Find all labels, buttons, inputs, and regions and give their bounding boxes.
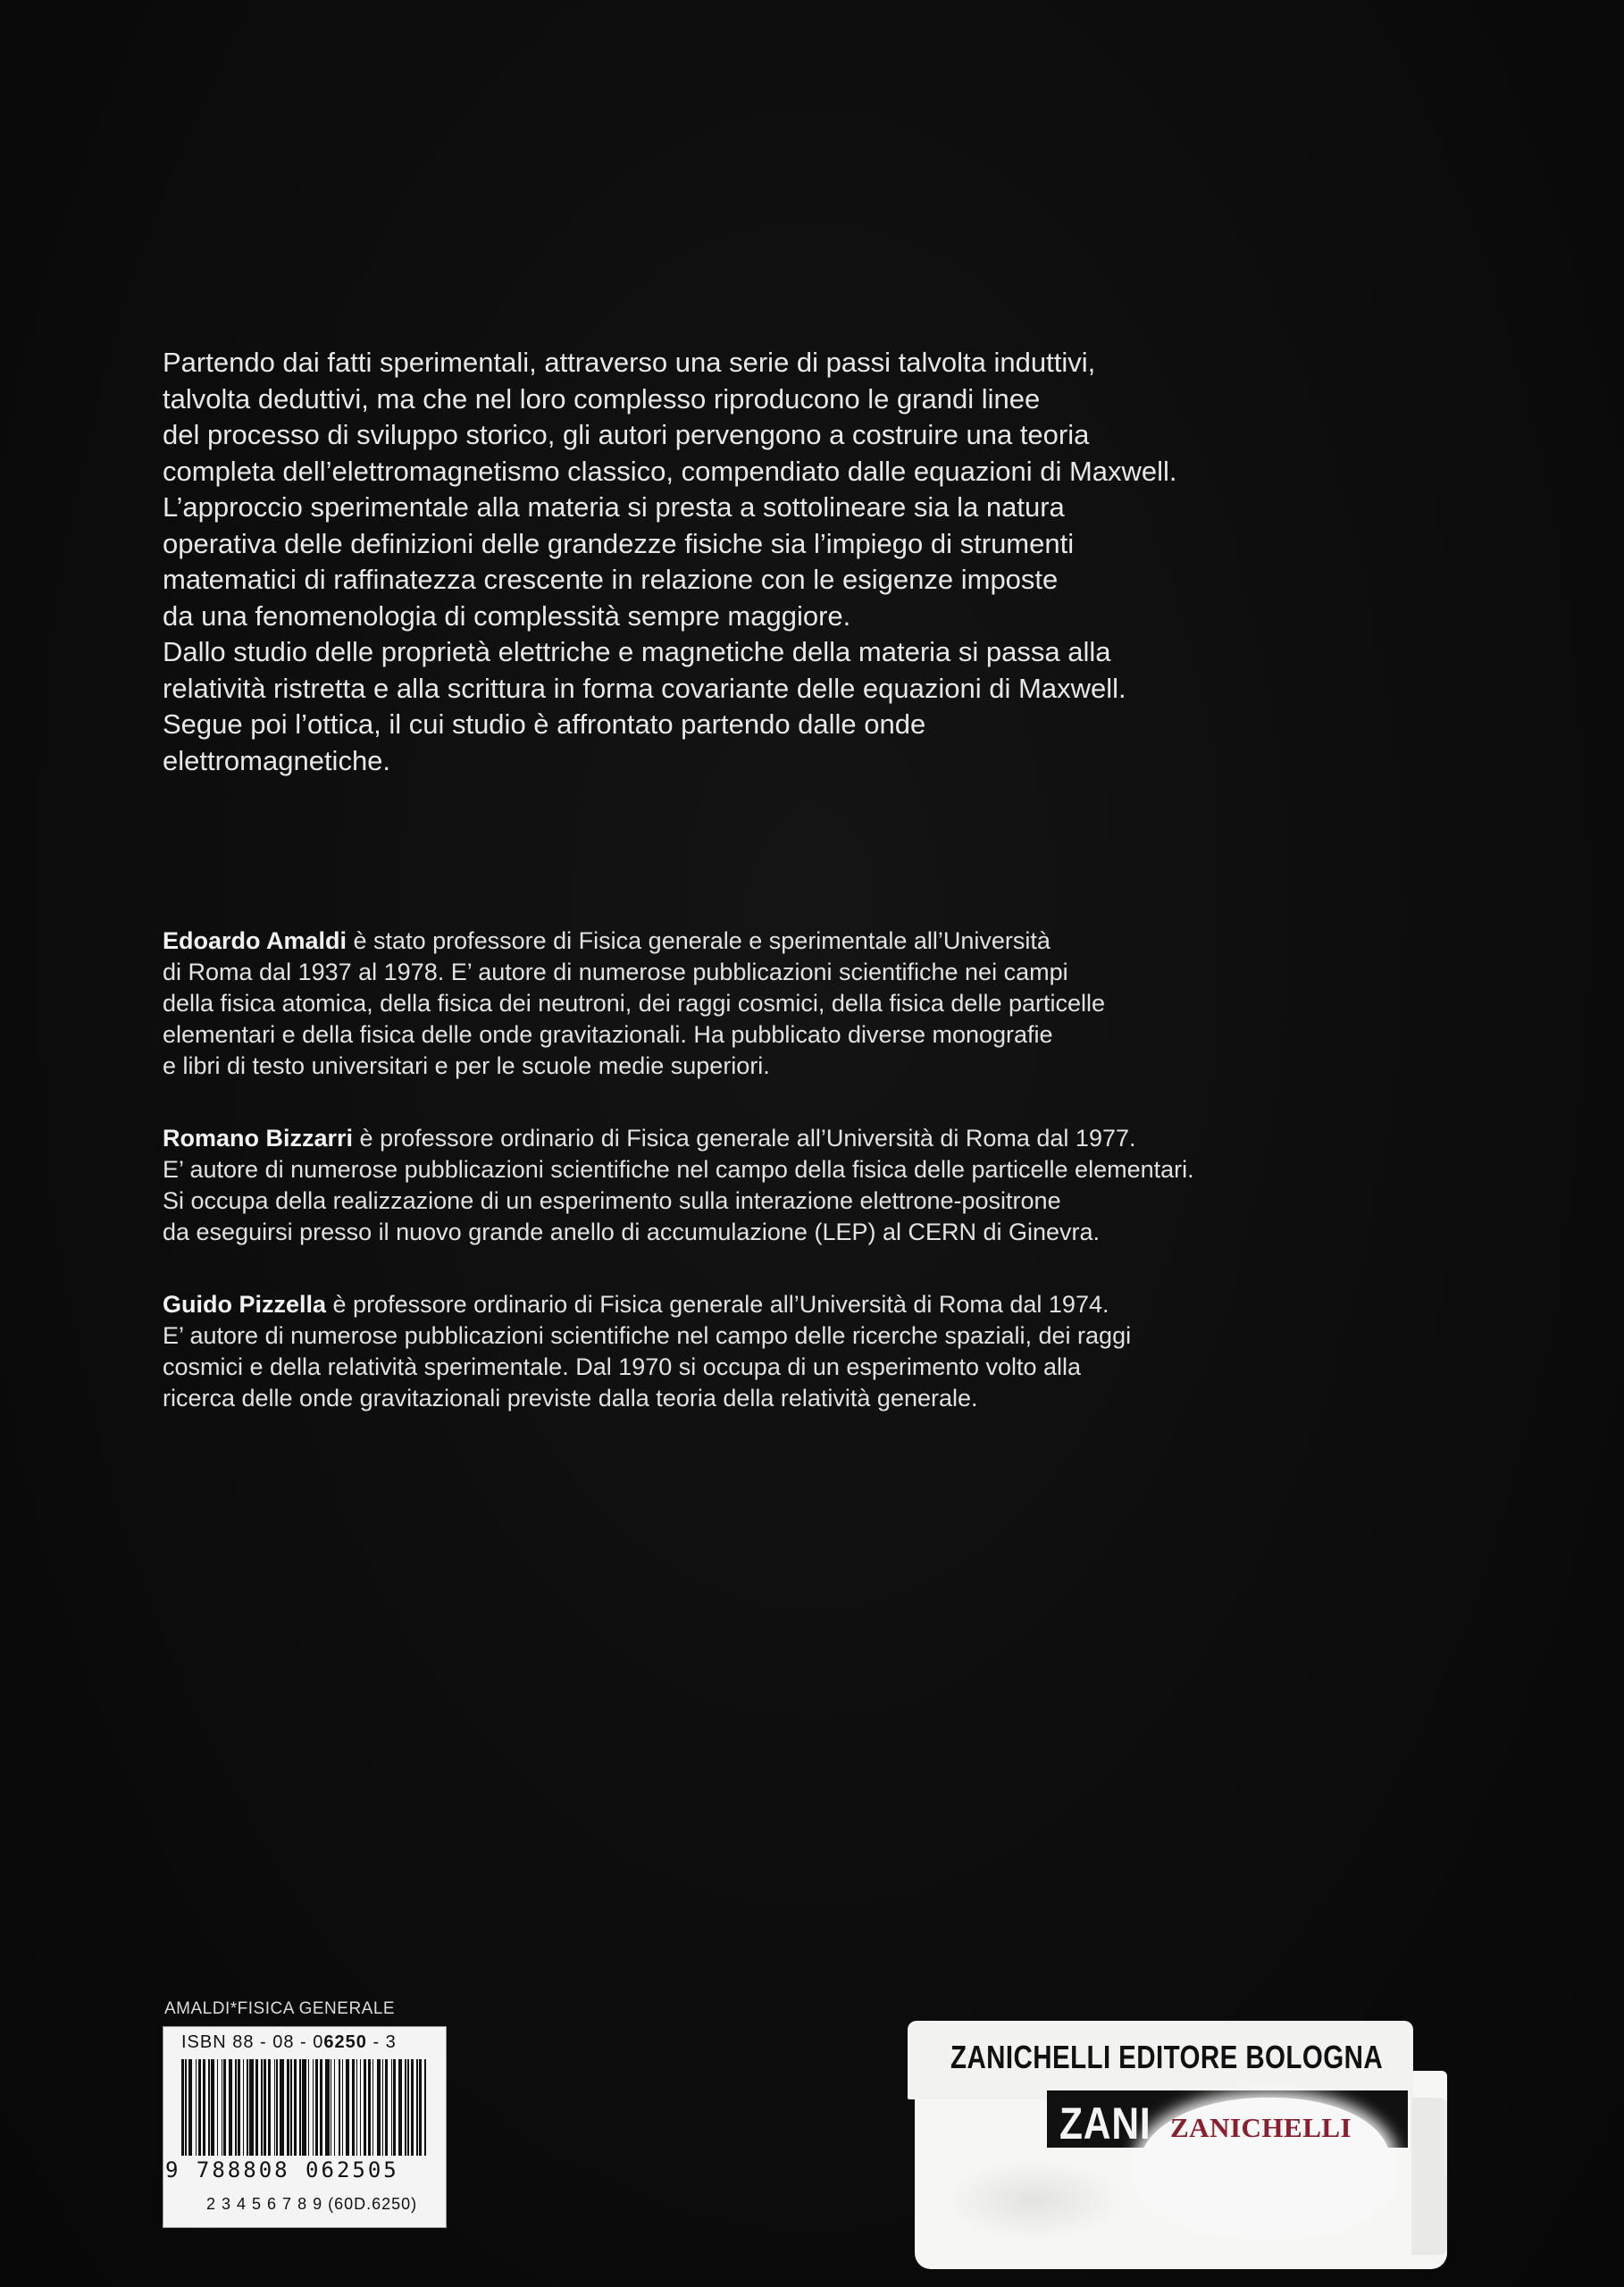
barcode-bar [368, 2059, 371, 2156]
barcode-bar [235, 2059, 236, 2156]
bio-line: E’ autore di numerose pubblicazioni scientifiche nel campo delle ricerche spaziali, dei raggi [163, 1322, 1132, 1349]
series-label: AMALDI*FISICA GENERALE [164, 1999, 396, 2018]
author-name: Guido Pizzella [163, 1291, 327, 1318]
barcode-bar [393, 2059, 396, 2156]
bio-first-line [163, 1123, 1449, 1154]
bio-line: di Roma dal 1937 al 1978. E’ autore di numerose pubblicazioni scientifiche nei campi [163, 959, 1068, 985]
barcode-bar [274, 2059, 275, 2156]
bio-line: e libri di testo universitari e per le scuole medie superiori. [163, 1052, 770, 1079]
bio-text: è stato professore di Fisica generale e sperimentale all’Università [347, 927, 1051, 954]
barcode-bar [360, 2059, 361, 2156]
isbn-suffix: - 3 [366, 2032, 397, 2052]
description-line: del processo di sviluppo storico, gli autori pervengono a costruire una teoria [163, 419, 1090, 450]
description-line: talvolta deduttivi, ma che nel loro complesso riproducono le grandi linee [163, 382, 1041, 415]
description-line: da una fenomenologia di complessità sempre maggiore. [163, 599, 851, 632]
author-bios [163, 926, 1449, 1455]
isbn-bold: 6250 [323, 2032, 367, 2052]
barcode-bar [407, 2059, 408, 2156]
barcode-bar [290, 2059, 291, 2156]
barcode-bar [352, 2059, 355, 2156]
logo-text: ZANI [1059, 2099, 1151, 2149]
barcode-bars [181, 2059, 430, 2156]
barcode-bar [416, 2059, 417, 2156]
bio-line: cosmici e della relatività sperimentale. Dal 1970 si occupa di un esperimento volto alla [163, 1353, 1082, 1380]
publisher-label [908, 2021, 1413, 2099]
barcode-bar [268, 2059, 271, 2156]
bio-first-line [163, 1289, 1449, 1320]
barcode-bar [382, 2059, 383, 2156]
barcode-bar [229, 2059, 232, 2156]
bio-line: della fisica atomica, della fisica dei neutroni, dei raggi cosmici, della fisica delle particelle [163, 990, 1106, 1017]
isbn-barcode [163, 2026, 447, 2228]
barcode-bar [261, 2059, 262, 2156]
barcode-bar [385, 2059, 388, 2156]
barcode-bar [315, 2059, 318, 2156]
barcode-bar [405, 2059, 406, 2156]
stamp-text: ZANICHELLI [1170, 2112, 1352, 2143]
barcode-bar [398, 2059, 402, 2156]
barcode-bar [302, 2059, 306, 2156]
description-line: matematici di raffinatezza crescente in relazione con le esigenze imposte [163, 564, 1059, 595]
bio-line: E’ autore di numerose pubblicazioni scientifiche nel campo della fisica delle particelle elementari. [163, 1156, 1194, 1183]
barcode-bar [377, 2059, 381, 2156]
barcode-bar [255, 2059, 258, 2156]
barcode-bar [188, 2059, 192, 2156]
barcode-bar [264, 2059, 266, 2156]
barcode-bar [308, 2059, 309, 2156]
ean-digits: 9 788808 062505 [165, 2157, 399, 2182]
faded-sticker-mark [945, 2160, 1124, 2241]
barcode-bar [356, 2059, 357, 2156]
description-line: completa dell’elettromagnetismo classico, compendiato dalle equazioni di Maxwell. [163, 455, 1177, 487]
barcode-bar [391, 2059, 392, 2156]
barcode-bar [280, 2059, 283, 2156]
description-line: operativa delle definizioni delle grandezze fisiche sia l’impiego di strumenti [163, 527, 1075, 559]
bio-line: elementari e della fisica delle onde gravitazionali. Ha pubblicato diverse monografie [163, 1021, 1053, 1048]
barcode-bar [238, 2059, 240, 2156]
description-line: elettromagnetiche. [163, 744, 391, 776]
barcode-bar [181, 2059, 184, 2156]
barcode-bar [287, 2059, 289, 2156]
barcode-bar [419, 2059, 422, 2156]
publisher-stamp [1140, 2098, 1390, 2232]
barcode-bar [217, 2059, 218, 2156]
barcode-bar [334, 2059, 335, 2156]
bio-line: da eseguirsi presso il nuovo grande anello di accumulazione (LEP) al CERN di Ginevra. [163, 1219, 1101, 1245]
author-bio-amaldi [163, 926, 1449, 1082]
barcode-bar [203, 2059, 205, 2156]
barcode-bar [411, 2059, 414, 2156]
description-line: Partendo dai fatti sperimentali, attraverso una serie di passi talvolta induttivi, [163, 347, 1096, 378]
barcode-bar [342, 2059, 343, 2156]
barcode-bar [294, 2059, 297, 2156]
barcode-bar [208, 2059, 209, 2156]
barcode-bar [211, 2059, 214, 2156]
barcode-bar [249, 2059, 253, 2156]
isbn-number [181, 2032, 397, 2053]
isbn-prefix: ISBN 88 - 08 - 0 [181, 2032, 324, 2052]
publisher-name: ZANICHELLI EDITORE BOLOGNA [950, 2039, 1384, 2075]
bio-line: ricerca delle onde gravitazionali previste dalla teoria della relatività generale. [163, 1385, 978, 1412]
barcode-bar [198, 2059, 201, 2156]
barcode-bar [196, 2059, 197, 2156]
price-code: 2 3 4 5 6 7 8 9 (60D.6250) [206, 2195, 418, 2213]
barcode-bar [339, 2059, 341, 2156]
barcode-bar [364, 2059, 366, 2156]
author-name: Edoardo Amaldi [163, 927, 347, 954]
barcode-bar [313, 2059, 314, 2156]
barcode-bar [276, 2059, 277, 2156]
bio-text: è professore ordinario di Fisica generale all’Università di Roma dal 1977. [353, 1125, 1136, 1152]
description-line: Dallo studio delle proprietà elettriche e magnetiche della materia si passa alla [163, 636, 1111, 667]
barcode-bar [325, 2059, 329, 2156]
barcode-bar [320, 2059, 322, 2156]
barcode-bar [346, 2059, 349, 2156]
bio-first-line [163, 926, 1449, 957]
bio-text: è professore ordinario di Fisica generale all’Università di Roma dal 1974. [326, 1291, 1109, 1318]
sticker-tab [1411, 2098, 1447, 2255]
barcode-bar [299, 2059, 300, 2156]
barcode-bar [243, 2059, 244, 2156]
barcode-bar [424, 2059, 427, 2156]
description-line: relatività ristretta e alla scrittura in forma covariante delle equazioni di Maxwell. [163, 672, 1126, 704]
author-bio-bizzarri [163, 1123, 1449, 1248]
author-bio-pizzella [163, 1289, 1449, 1414]
author-name: Romano Bizzarri [163, 1125, 354, 1152]
description-line: L’approccio sperimentale alla materia si presta a sottolineare sia la natura [163, 491, 1065, 523]
description-line: Segue poi l’ottica, il cui studio è affrontato partendo dalle onde [163, 708, 926, 740]
bio-line: Si occupa della realizzazione di un esperimento sulla interazione elettrone-positrone [163, 1187, 1061, 1214]
book-description [163, 345, 1449, 779]
barcode-bar [185, 2059, 186, 2156]
barcode-bar [223, 2059, 226, 2156]
